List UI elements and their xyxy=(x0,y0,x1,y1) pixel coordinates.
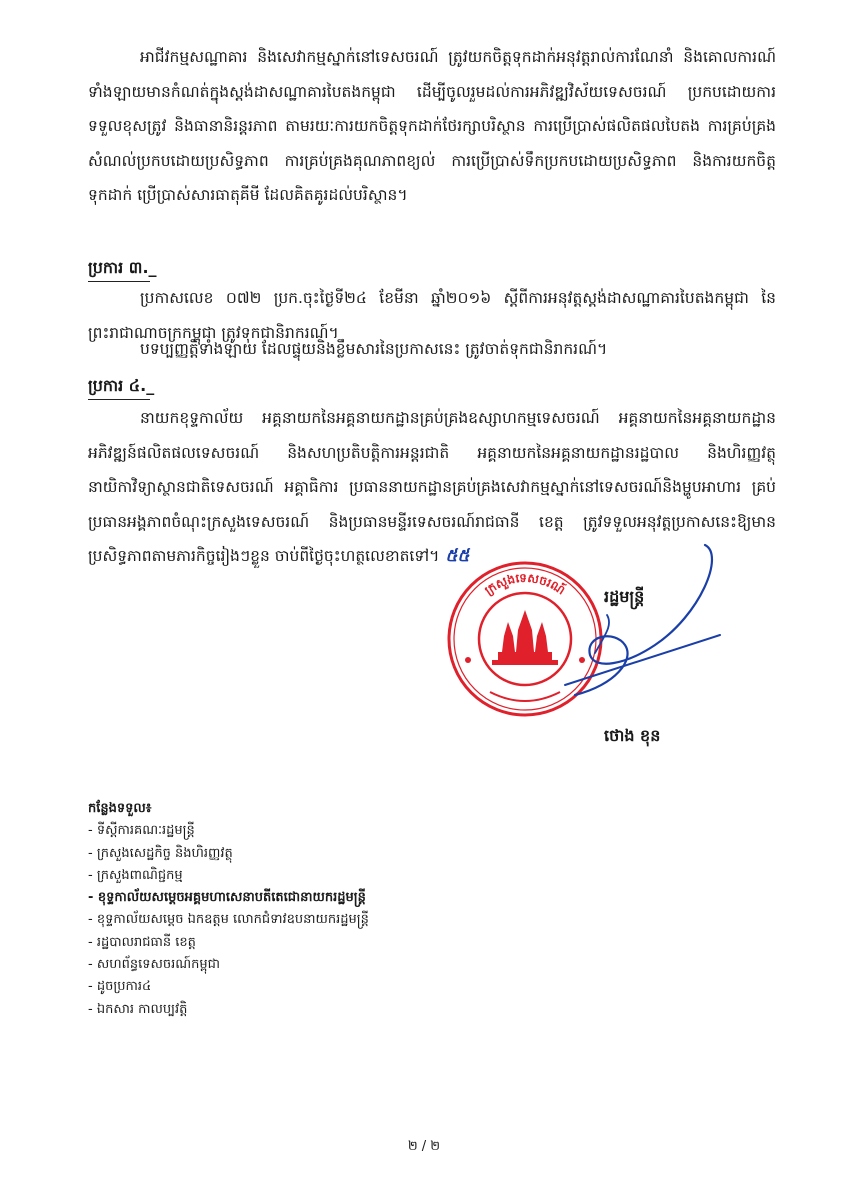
recipients-list xyxy=(88,820,369,1021)
article-3-paragraph-2: បទប្បញ្ញត្តិទាំងឡាយ ដែលផ្ទុយនិងខ្លឹមសារនៃប្រកាសនេះ ត្រូវចាត់ទុកជានិរាករណ៍។ xyxy=(140,340,608,358)
signer-title: រដ្ឋមន្ត្រី xyxy=(604,587,645,606)
paragraph-1: អាជីវកម្មសណ្ឋាគារ និងសេវាកម្មស្នាក់នៅទេសចរណ៍ ត្រូវយកចិត្តទុកដាក់អនុវត្តរាល់ការណែនាំ និងគោលការណ៍ទាំងឡាយមានកំណត់ក្នុងស្តង់ដាសណ្ឋាគារបៃតងកម្ពុជា ដើម្បីចូលរួមដល់ការអភិវឌ្ឍវិស័យទេសចរណ៍ ប្រកបដោយការទទួលខុសត្រូវ និងធានានិរន្តរភាព តាមរយៈការយកចិត្តទុកដាក់ថែរក្សាបរិស្ថាន ការប្រើប្រាស់ផលិតផលបៃតង ការគ្រប់គ្រងសំណល់ប្រកបដោយប្រសិទ្ធភាព ការគ្រប់គ្រងគុណភាពខ្យល់ ការប្រើប្រាស់ទឹកប្រកបដោយប្រសិទ្ធភាព និងការយកចិត្តទុកដាក់ ប្រើប្រាស់សារធាតុគីមី ដែលគិតគូរដល់បរិស្ថាន។ xyxy=(88,48,776,204)
recipients-section xyxy=(88,798,369,1021)
handwritten-mark: ៥៥ xyxy=(445,546,470,566)
page-number: ២ / ២ xyxy=(407,1139,441,1154)
recipient-item: - រដ្ឋបាលរាជធានី ខេត្ត xyxy=(88,932,369,954)
article-4-text: នាយកខុទ្ទកាល័យ អគ្គនាយកនៃអគ្គនាយកដ្ឋានគ្រប់គ្រងឧស្សាហកម្មទេសចរណ៍ អគ្គនាយកនៃអគ្គនាយកដ្ឋានអភិវឌ្ឍន៍ផលិតផលទេសចរណ៍ និងសហប្រតិបត្តិការអន្តរជាតិ អគ្គនាយកនៃអគ្គនាយកដ្ឋានរដ្ឋបាល និងហិរញ្ញវត្ថុ នាយិកាវិទ្យាស្ថានជាតិទេសចរណ៍ អគ្គាធិការ ប្រធាននាយកដ្ឋានគ្រប់គ្រងសេវាកម្មស្នាក់នៅទេសចរណ៍និងម្ហូបអាហារ គ្រប់ប្រធានអង្គភាពចំណុះក្រសួងទេសចរណ៍ និងប្រធានមន្ទីរទេសចរណ៍រាជធានី ខេត្ត ត្រូវទទួលអនុវត្តប្រកាសនេះឱ្យមានប្រសិទ្ធភាពតាមភារកិច្ចរៀងៗខ្លួន ចាប់ពីថ្ងៃចុះហត្ថលេខាតទៅ។ xyxy=(88,409,776,565)
article-4-heading: ប្រការ ៤._ xyxy=(88,374,154,398)
recipient-item: - ខុទ្ទកាល័យសម្តេចអគ្គមហាសេនាបតីតេជោនាយករដ្ឋមន្ត្រី xyxy=(88,887,369,909)
recipient-item: - សហព័ន្ធទេសចរណ៍កម្ពុជា xyxy=(88,954,369,976)
recipient-item: - ឯកសារ កាលប្បវត្តិ xyxy=(88,999,369,1021)
recipient-item: - ក្រសួងសេដ្ឋកិច្ច និងហិរញ្ញវត្ថុ xyxy=(88,843,369,865)
article-3-paragraph-1: ប្រកាសលេខ ០៧២ ប្រក.ចុះថ្ងៃទី២៤ ខែមីនា ឆ្នាំ២០១៦ ស្តីពីការអនុវត្តស្តង់ដាសណ្ឋាគារបៃតងកម្ពុជា នៃព្រះរាជាណាចក្រកម្ពុជា ត្រូវទុកជានិរាករណ៍។ xyxy=(88,289,776,342)
recipient-item: - ក្រសួងពាណិជ្ជកម្ម xyxy=(88,865,369,887)
recipient-item: - ដូចប្រការ៤ xyxy=(88,976,369,998)
recipient-item: - ទីស្តីការគណៈរដ្ឋមន្ត្រី xyxy=(88,820,369,842)
seal-text: ក្រសួងទេសចរណ៍ xyxy=(482,570,568,598)
recipients-title: កន្លែងទទួល៖ xyxy=(88,801,152,816)
signer-name: ថោង ខុន xyxy=(604,726,661,745)
article-3-heading: ប្រការ ៣._ xyxy=(88,256,157,280)
recipient-item: - ខុទ្ទកាល័យសម្តេច ឯកឧត្តម លោកជំទាវឧបនាយករដ្ឋមន្ត្រី xyxy=(88,909,369,931)
handwritten-signature-icon xyxy=(555,535,735,705)
